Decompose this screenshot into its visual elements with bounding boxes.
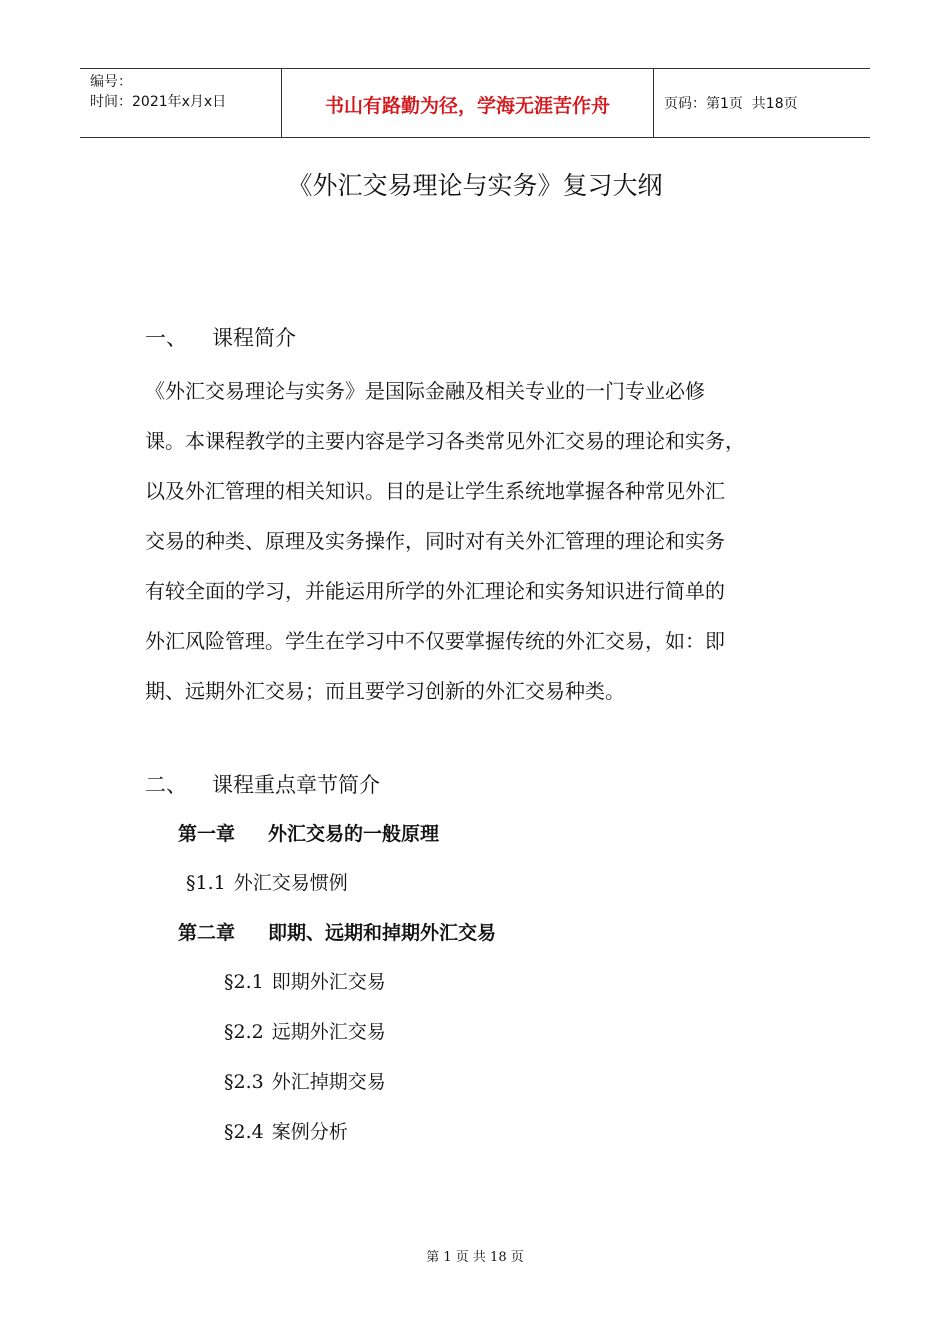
- section1-title: 课程简介: [212, 326, 296, 350]
- chapter1-title: 外汇交易的一般原理: [268, 823, 440, 845]
- section1-heading: [145, 322, 296, 352]
- document-title: 《外汇交易理论与实务》复习大纲: [287, 171, 663, 200]
- section1-number: 一、: [145, 326, 187, 350]
- page-label: 页码：第1页 共18页: [664, 96, 798, 112]
- section2-number: 二、: [145, 773, 187, 797]
- section2-title: 课程重点章节简介: [212, 773, 380, 797]
- footer-page-number: 第 1 页 共 18 页: [426, 1250, 524, 1265]
- para-line: 外汇风险管理。学生在学习中不仅要掌握传统的外汇交易，如：即: [145, 629, 725, 653]
- section2-heading: [145, 769, 380, 799]
- chapter2-label: 第二章: [178, 922, 236, 944]
- chapter1-label: 第一章: [178, 823, 236, 845]
- header-table: [80, 68, 870, 138]
- motto: 书山有路勤为径，学海无涯苦作舟: [281, 69, 654, 137]
- list-item: §1.1 外汇交易惯例: [186, 872, 348, 894]
- para-line: 有较全面的学习，并能运用所学的外汇理论和实务知识进行简单的: [145, 579, 725, 603]
- list-item: §2.3 外汇掉期交易: [224, 1071, 386, 1093]
- para-line: 期、远期外汇交易；而且要学习创新的外汇交易种类。: [145, 679, 625, 703]
- chapter1-heading: [178, 819, 439, 846]
- list-item: §2.4 案例分析: [224, 1121, 348, 1143]
- para-line: 《外汇交易理论与实务》是国际金融及相关专业的一门专业必修: [145, 379, 705, 403]
- serial-label: 编号：: [90, 74, 132, 90]
- list-item: §2.1 即期外汇交易: [224, 971, 386, 993]
- para-line: 交易的种类、原理及实务操作，同时对有关外汇管理的理论和实务: [145, 529, 725, 553]
- header-page-cell: [654, 69, 870, 137]
- chapter2-title: 即期、远期和掉期外汇交易: [268, 922, 497, 944]
- header-left-cell: [80, 69, 281, 137]
- para-line: 课。本课程教学的主要内容是学习各类常见外汇交易的理论和实务，: [145, 429, 745, 453]
- date-label: 时间：2021年x月x日: [90, 94, 227, 110]
- page-footer: [0, 1246, 950, 1265]
- chapter2-heading: [178, 918, 496, 945]
- para-line: 以及外汇管理的相关知识。目的是让学生系统地掌握各种常见外汇: [145, 479, 725, 503]
- list-item: §2.2 远期外汇交易: [224, 1021, 386, 1043]
- section1-paragraph: [145, 366, 825, 716]
